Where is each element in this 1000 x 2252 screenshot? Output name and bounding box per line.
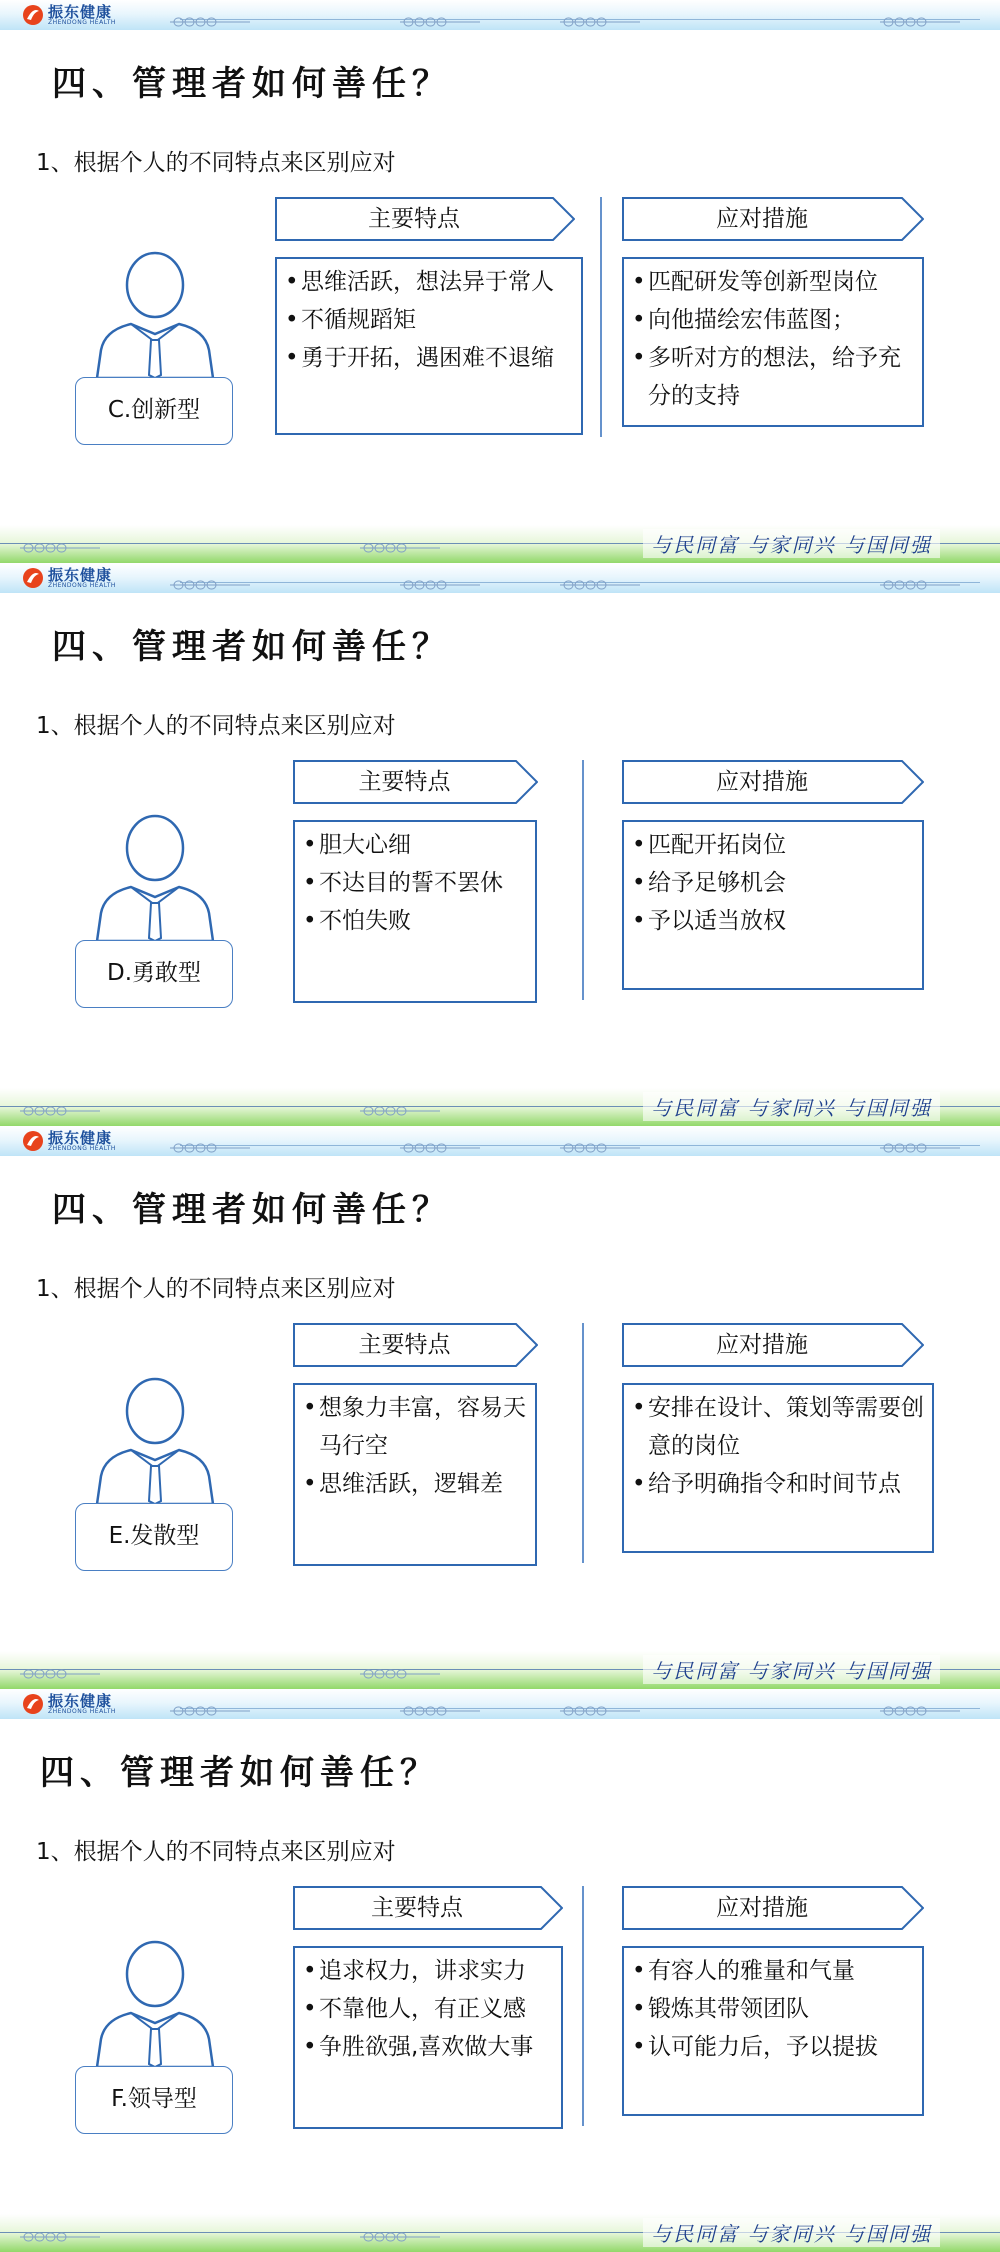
measures-box — [622, 1383, 934, 1553]
person-icon — [95, 1376, 215, 1506]
measures-header — [622, 1323, 924, 1367]
decorative-chain — [400, 1138, 480, 1157]
header-band — [0, 563, 1000, 593]
decorative-chain — [560, 12, 640, 31]
slide-subtitle: 1、根据个人的不同特点来区别应对 — [36, 150, 396, 176]
feature-item: • 思维活跃，想法异于常人 — [285, 263, 575, 301]
decorative-chain — [360, 1664, 440, 1683]
features-box — [293, 1383, 537, 1566]
decorative-chain — [20, 2227, 100, 2246]
features-header — [293, 760, 538, 804]
measure-item: • 给予足够机会 — [632, 864, 916, 902]
footer-slogan: 与民同富 与家同兴 与国同强 — [643, 1092, 940, 1121]
footer-slogan: 与民同富 与家同兴 与国同强 — [643, 1655, 940, 1684]
features-header — [293, 1886, 563, 1930]
personality-type-label: E.发散型 — [75, 1503, 233, 1571]
footer-slogan: 与民同富 与家同兴 与国同强 — [643, 2218, 940, 2247]
slide-subtitle: 1、根据个人的不同特点来区别应对 — [36, 1276, 396, 1302]
features-header-label: 主要特点 — [368, 206, 460, 232]
feature-item: • 勇于开拓，遇困难不退缩 — [285, 339, 575, 377]
decorative-chain — [170, 12, 250, 31]
features-box — [293, 1946, 563, 2129]
measures-box — [622, 820, 924, 990]
slide-title: 四、管理者如何善任？ — [52, 1190, 452, 1230]
column-divider — [582, 1886, 584, 2126]
personality-type-label: C.创新型 — [75, 377, 233, 445]
brand-name-cn: 振东健康 — [48, 565, 113, 584]
brand-name-cn: 振东健康 — [48, 2, 113, 21]
decorative-chain — [360, 1101, 440, 1120]
measure-item: • 给予明确指令和时间节点 — [632, 1465, 926, 1503]
footer-band — [0, 1651, 1000, 1689]
slide-subtitle: 1、根据个人的不同特点来区别应对 — [36, 1839, 396, 1865]
brand-name-en: ZHENDONG HEALTH — [48, 1144, 116, 1152]
features-header — [275, 197, 575, 241]
measures-header — [622, 197, 924, 241]
brand-text — [48, 1128, 116, 1152]
slide — [0, 0, 1000, 563]
measure-item: • 锻炼其带领团队 — [632, 1990, 916, 2028]
feature-item: • 不怕失败 — [303, 902, 529, 940]
brand-text — [48, 565, 116, 589]
slide-subtitle: 1、根据个人的不同特点来区别应对 — [36, 713, 396, 739]
header-band — [0, 1689, 1000, 1719]
measures-header-label: 应对措施 — [716, 769, 808, 795]
decorative-chain — [560, 1138, 640, 1157]
features-header-label: 主要特点 — [358, 769, 451, 795]
measures-header-label: 应对措施 — [716, 1332, 808, 1358]
features-header-label: 主要特点 — [371, 1895, 463, 1921]
footer-slogan: 与民同富 与家同兴 与国同强 — [643, 529, 940, 558]
measure-item: • 予以适当放权 — [632, 902, 916, 940]
decorative-chain — [880, 1701, 960, 1720]
measure-item: • 匹配研发等创新型岗位 — [632, 263, 916, 301]
brand-logo — [22, 1128, 116, 1154]
personality-type-label: D.勇敢型 — [75, 940, 233, 1008]
slide — [0, 563, 1000, 1126]
measures-header — [622, 1886, 924, 1930]
decorative-chain — [20, 1664, 100, 1683]
feature-item: • 想象力丰富，容易天马行空 — [303, 1389, 529, 1465]
measure-item: • 有容人的雅量和气量 — [632, 1952, 916, 1990]
measures-header-label: 应对措施 — [716, 206, 808, 232]
person-icon — [95, 250, 215, 380]
measures-header-label: 应对措施 — [716, 1895, 808, 1921]
decorative-chain — [400, 1701, 480, 1720]
decorative-chain — [560, 575, 640, 594]
feature-item: • 追求权力，讲求实力 — [303, 1952, 555, 1990]
slide — [0, 1126, 1000, 1689]
measures-box — [622, 257, 924, 427]
decorative-chain — [170, 575, 250, 594]
measures-box — [622, 1946, 924, 2116]
brand-name-en: ZHENDONG HEALTH — [48, 1707, 116, 1715]
measure-item: • 多听对方的想法，给予充分的支持 — [632, 339, 916, 415]
decorative-chain — [560, 1701, 640, 1720]
features-header-label: 主要特点 — [358, 1332, 451, 1358]
header-band — [0, 1126, 1000, 1156]
measures-header — [622, 760, 924, 804]
brand-name-cn: 振东健康 — [48, 1691, 113, 1710]
decorative-chain — [170, 1138, 250, 1157]
feature-item: • 思维活跃，逻辑差 — [303, 1465, 529, 1503]
decorative-chain — [360, 2227, 440, 2246]
footer-band — [0, 525, 1000, 563]
decorative-chain — [400, 12, 480, 31]
measure-item: • 匹配开拓岗位 — [632, 826, 916, 864]
brand-text — [48, 1691, 116, 1715]
brand-name-cn: 振东健康 — [48, 1128, 113, 1147]
person-icon — [95, 1939, 215, 2069]
brand-logo — [22, 1691, 116, 1717]
features-box — [293, 820, 537, 1003]
feature-item: • 不循规蹈矩 — [285, 301, 575, 339]
decorative-chain — [170, 1701, 250, 1720]
brand-text — [48, 2, 116, 26]
brand-logo — [22, 565, 116, 591]
slide-title: 四、管理者如何善任？ — [52, 64, 452, 104]
header-band — [0, 0, 1000, 30]
decorative-chain — [880, 12, 960, 31]
feature-item: • 不达目的誓不罢休 — [303, 864, 529, 902]
decorative-chain — [360, 538, 440, 557]
slide — [0, 1689, 1000, 2252]
decorative-chain — [880, 575, 960, 594]
brand-name-en: ZHENDONG HEALTH — [48, 18, 116, 26]
footer-band — [0, 2214, 1000, 2252]
features-header — [293, 1323, 538, 1367]
brand-logo — [22, 2, 116, 28]
slide-title: 四、管理者如何善任？ — [52, 627, 452, 667]
person-icon — [95, 813, 215, 943]
feature-item: • 不靠他人，有正义感 — [303, 1990, 555, 2028]
feature-item: • 胆大心细 — [303, 826, 529, 864]
decorative-chain — [400, 575, 480, 594]
decorative-chain — [20, 538, 100, 557]
column-divider — [582, 760, 584, 1000]
features-box — [275, 257, 583, 435]
column-divider — [600, 197, 602, 437]
decorative-chain — [880, 1138, 960, 1157]
measure-item: • 安排在设计、策划等需要创意的岗位 — [632, 1389, 926, 1465]
column-divider — [582, 1323, 584, 1563]
slide-title: 四、管理者如何善任？ — [40, 1753, 440, 1793]
decorative-chain — [20, 1101, 100, 1120]
measure-item: • 认可能力后，予以提拔 — [632, 2028, 916, 2066]
personality-type-label: F.领导型 — [75, 2066, 233, 2134]
footer-band — [0, 1088, 1000, 1126]
measure-item: • 向他描绘宏伟蓝图； — [632, 301, 916, 339]
brand-name-en: ZHENDONG HEALTH — [48, 581, 116, 589]
feature-item: • 争胜欲强,喜欢做大事 — [303, 2028, 555, 2066]
